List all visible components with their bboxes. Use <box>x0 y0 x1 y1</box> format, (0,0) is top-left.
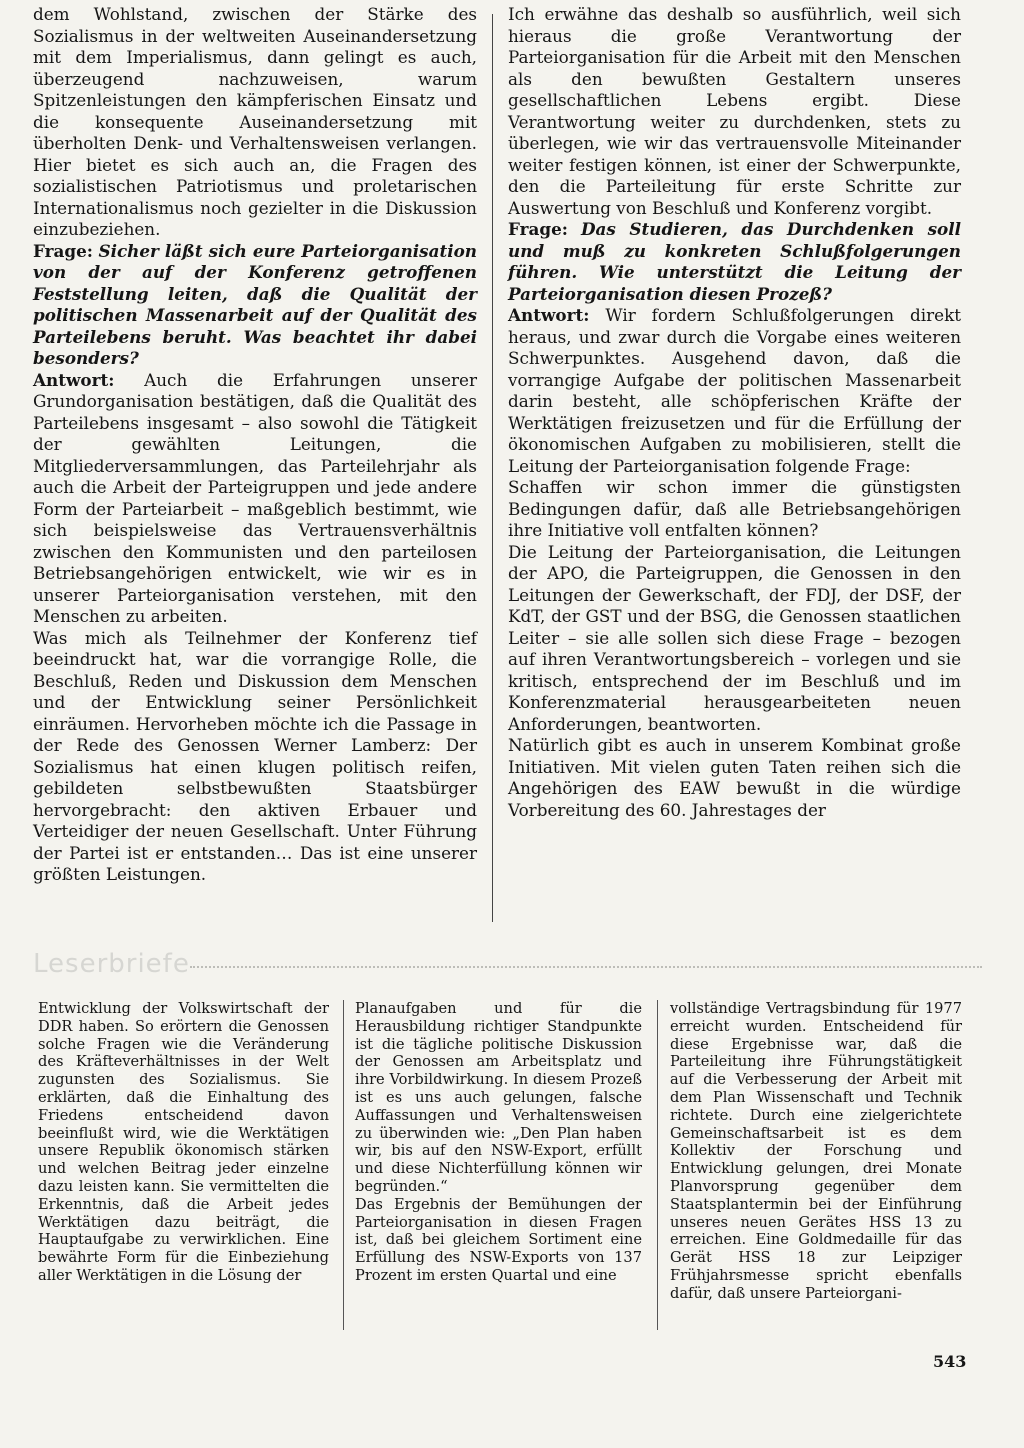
article-column-2 <box>508 4 961 924</box>
article-paragraph: Natürlich gibt es auch in unserem Kombinat große Initiativen. Mit vielen guten Taten reihen sich die Angehörigen des EAW bewußt in die würdige Vorbereitung des 60. Jahrestages der <box>508 735 961 820</box>
letter-paragraph: Das Ergebnis der Bemühungen der Parteiorganisation in diesen Fragen ist, daß bei gleichem Sortiment eine Erfüllung des NSW-Exports von 137 Prozent im ersten Quartal und eine <box>355 1195 642 1284</box>
answer-text: Wir fordern Schlußfolgerungen direkt heraus, und zwar durch die Vorgabe eines weiteren Schwerpunktes. Ausgehend davon, daß die vorrangige Aufgabe der politischen Massenarbeit darin besteht, alle schöpferischen Kräfte der Werktätigen freizusetzen und für die Erfüllung der ökonomischen Aufgaben zu mobilisieren, stellt die Leitung der Parteiorganisation folgende Frage: <box>508 305 961 476</box>
letter-paragraph: Planaufgaben und für die Herausbildung richtiger Standpunkte ist die tägliche politische Diskussion der Genossen am Arbeitsplatz und ihre Vorbildwirkung. In diesem Prozeß ist es uns auch gelungen, falsche Auffassungen und Verhaltensweisen zu überwinden wie: „Den Plan haben wir, bis auf den NSW-Export, erfüllt und diese Nichterfüllung können wir begründen.“ <box>355 1000 642 1195</box>
article-paragraph: Ich erwähne das deshalb so ausführlich, weil sich hieraus die große Verantwortung der Parteiorganisation für die Arbeit mit den Menschen als den bewußten Gestaltern unseres gesellschaftlichen Lebens ergibt. Diese Verantwortung weiter zu durchdenken, stets zu überlegen, wie wir das vertrauensvolle Miteinander weiter festigen können, ist einer der Schwerpunkte, den die Parteileitung für erste Schritte zur Auswertung von Beschluß und Konferenz vorgibt. <box>508 4 961 218</box>
letter-paragraph: vollständige Vertragsbindung für 1977 erreicht wurden. Entscheidend für diese Ergebnisse war, daß die Parteileitung ihre Führungstätigkeit auf die Verbesserung der Arbeit mit dem Plan Wissenschaft und Technik richtete. Durch eine zielgerichtete Gemeinschaftsarbeit ist es dem Kollektiv der Forschung und Entwicklung gelungen, drei Monate Planvorsprung gegenüber dem Staatsplantermin bei der Einführung unseres neuen Gerätes HSS 13 zu erreichen. Eine Goldmedaille für das Gerät HSS 18 zur Leipziger Frühjahrsmesse spricht ebenfalls dafür, daß unsere Parteiorgani- <box>670 1000 962 1302</box>
article-paragraph: Was mich als Teilnehmer der Konferenz tief beeindruckt hat, war die vorrangige Rolle, die Beschluß, Reden und Diskussion dem Menschen und der Entwicklung seiner Persönlichkeit einräumen. Hervorheben möchte ich die Passage in der Rede des Genossen Werner Lamberz: Der Sozialismus hat einen klugen politisch reifen, gebildeten selbstbewußten Staatsbürger hervorgebracht: den aktiven Erbauer und Verteidiger der neuen Gesellschaft. Unter Führung der Partei ist er entstanden… Das ist eine unserer größten Leistungen. <box>33 627 477 884</box>
article-column-1 <box>33 4 477 924</box>
section-rule <box>190 966 982 968</box>
question-block <box>508 219 961 305</box>
question-text: Sicher läßt sich eure Parteiorganisation von der auf der Konferenz getroffenen Feststellung leiten, daß die Qualität der politischen Massenarbeit auf der Qualität des Parteilebens beruht. Was beachtet ihr dabei besonders? <box>33 240 477 368</box>
letter-paragraph: Entwicklung der Volkswirtschaft der DDR haben. So erörtern die Genossen solche Fragen wie die Veränderung des Kräfteverhältnisses in der Welt zugunsten des Sozialismus. Sie erklärten, daß die Einhaltung des Friedens entscheidend davon beeinflußt wird, wie die Werktätigen unsere Republik ökonomisch stärken und welchen Beitrag jeder einzelne dazu leisten kann. Sie vermittelten die Erkenntnis, daß die Arbeit jedes Werktätigen dazu beiträgt, die Hauptaufgabe zu verwirklichen. Eine bewährte Form für die Einbeziehung aller Werktätigen in die Lösung der <box>38 1000 329 1284</box>
question-text: Das Studieren, das Durchdenken soll und muß zu konkreten Schlußfolgerungen führen. Wie unterstützt die Leitung der Parteiorganisation diesen Prozeß? <box>508 219 961 304</box>
article-paragraph: Die Leitung der Parteiorganisation, die Leitungen der APO, die Parteigruppen, die Genossen in den Leitungen der Gewerkschaft, der FDJ, der DSF, der KdT, der GST und der BSG, die Genossen staatlichen Leiter – sie alle sollen sich diese Frage – bezogen auf ihren Verantwortungsbereich – vorlegen und sie kritisch, entsprechend der im Beschluß und im Konferenzmaterial herausgearbeiteten neuen Anforderungen, beantworten. <box>508 541 961 734</box>
answer-block <box>508 305 961 477</box>
answer-label: Antwort: <box>33 369 115 390</box>
letters-column-1 <box>38 1000 329 1345</box>
question-label: Frage: <box>33 240 93 261</box>
article-paragraph: Schaffen wir schon immer die günstigsten Bedingungen dafür, daß alle Betriebsangehörigen ihre Initiative voll entfalten können? <box>508 477 961 540</box>
letters-column-2 <box>355 1000 642 1345</box>
column-divider <box>657 1000 658 1330</box>
answer-text: Auch die Erfahrungen unserer Grundorganisation bestätigen, daß die Qualität des Parteilebens insgesamt – also sowohl die Tätigkeit der gewählten Leitungen, die Mitgliederversammlungen, das Parteilehrjahr als auch die Arbeit der Parteigruppen und jede andere Form der Parteiarbeit – maßgeblich bestimmt, wie sich beispielsweise das Vertrauensverhältnis zwischen den Kommunisten und den parteilosen Betriebsangehörigen entwickelt, wie wir es in unserer Parteiorganisation verstehen, mit den Menschen zu arbeiten. <box>33 369 477 626</box>
letters-column-3 <box>670 1000 962 1345</box>
article-paragraph: dem Wohlstand, zwischen der Stärke des Sozialismus in der weltweiten Auseinandersetzung mit dem Imperialismus, dann gelingt es auch, überzeugend nachzuweisen, warum Spitzenleistungen den kämpferischen Einsatz und die konsequente Auseinandersetzung mit überholten Denk- und Verhaltensweisen verlangen. Hier bietet es sich auch an, die Fragen des sozialistischen Patriotismus und proletarischen Internationalismus noch gezielter in die Diskussion einzubeziehen. <box>33 4 477 239</box>
column-divider <box>343 1000 344 1330</box>
answer-label: Antwort: <box>508 305 590 325</box>
section-title: Leserbriefe <box>33 949 190 979</box>
page-number: 543 <box>933 1352 967 1371</box>
question-label: Frage: <box>508 219 568 239</box>
column-divider <box>492 14 493 922</box>
answer-block <box>33 370 477 628</box>
question-block <box>33 241 477 370</box>
